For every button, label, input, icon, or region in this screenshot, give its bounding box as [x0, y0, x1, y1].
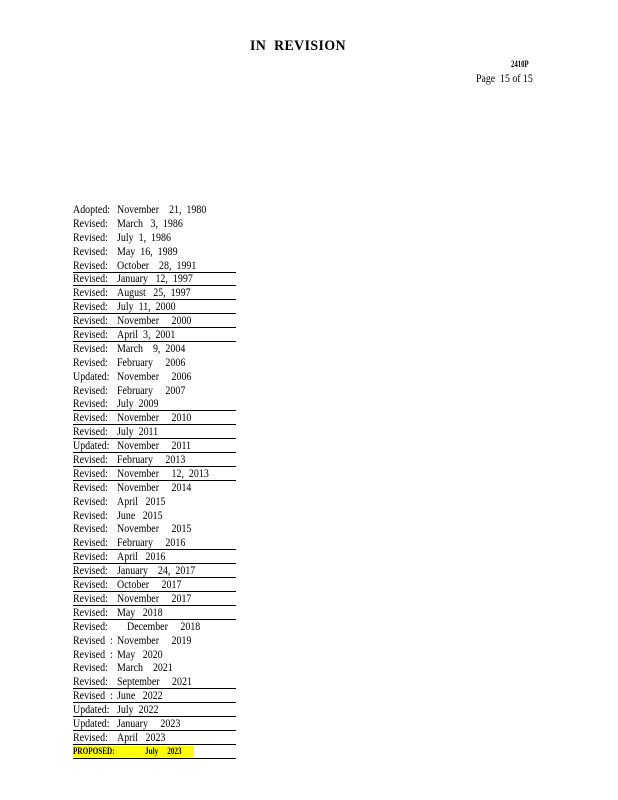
history-date: November 2019 — [117, 632, 192, 647]
history-label: Updated: — [73, 368, 110, 383]
history-label: Updated: — [73, 715, 110, 730]
history-row — [73, 286, 313, 300]
history-date: June 2015 — [117, 507, 163, 522]
history-label: Revised: — [73, 271, 108, 286]
history-row — [73, 467, 313, 481]
history-date: October 28, 1991 — [117, 257, 197, 272]
history-date: June 2022 — [117, 688, 163, 703]
history-label: Revised: — [73, 590, 108, 605]
history-date: July 2011 — [117, 424, 159, 439]
history-label: Revised: — [73, 229, 108, 244]
history-label: Revised: — [73, 285, 108, 300]
history-row — [73, 272, 313, 286]
policy-code: 2410P — [511, 59, 529, 69]
proposed-date: July 2023 — [145, 745, 182, 756]
history-date: November 2015 — [117, 521, 192, 536]
history-row — [73, 217, 313, 231]
history-row — [73, 314, 313, 328]
proposed-row — [73, 745, 313, 759]
history-date: March 3, 1986 — [117, 215, 183, 230]
history-label: Updated: — [73, 702, 110, 717]
history-date: September 2021 — [117, 674, 192, 689]
history-date: April 2015 — [117, 493, 166, 508]
history-row — [73, 481, 313, 495]
history-row — [73, 703, 313, 717]
history-label: Revised: — [73, 243, 108, 258]
history-row — [73, 648, 313, 662]
history-date: March 9, 2004 — [117, 340, 186, 355]
revision-history — [73, 203, 313, 759]
history-date: March 2021 — [117, 660, 173, 675]
history-date: July 11, 2000 — [117, 299, 176, 314]
history-date: May 16, 1989 — [117, 243, 178, 258]
history-label: Revised: — [73, 313, 108, 328]
history-row — [73, 634, 313, 648]
history-date: January 12, 1997 — [117, 271, 193, 286]
history-date: August 25, 1997 — [117, 285, 191, 300]
history-row — [73, 245, 313, 259]
history-row — [73, 717, 313, 731]
history-row — [73, 439, 313, 453]
underline-rule — [73, 758, 236, 759]
history-row — [73, 675, 313, 689]
history-label: Revised: — [73, 479, 108, 494]
history-label: Updated: — [73, 438, 110, 453]
history-date: July 1, 1986 — [117, 229, 171, 244]
history-row — [73, 509, 313, 523]
history-row — [73, 592, 313, 606]
history-row — [73, 397, 313, 411]
history-row — [73, 495, 313, 509]
history-label: Revised: — [73, 729, 108, 744]
history-row — [73, 536, 313, 550]
history-label: Revised: — [73, 327, 108, 342]
history-label: Revised: — [73, 604, 108, 619]
history-row — [73, 300, 313, 314]
history-date: October 2017 — [117, 577, 182, 592]
history-date: November 2011 — [117, 438, 192, 453]
history-label: Revised: — [73, 257, 108, 272]
history-row — [73, 453, 313, 467]
history-date: November 21, 1980 — [117, 202, 207, 216]
history-date: April 2023 — [117, 729, 166, 744]
history-date: December 2018 — [127, 618, 201, 633]
history-date: May 2018 — [117, 604, 163, 619]
history-row — [73, 384, 313, 398]
history-label: Revised: — [73, 215, 108, 230]
history-label: Revised : — [73, 646, 113, 661]
history-date: April 3, 2001 — [117, 327, 176, 342]
history-row — [73, 328, 313, 342]
history-label: Revised: — [73, 396, 108, 411]
history-label: Revised: — [73, 354, 108, 369]
history-row — [73, 578, 313, 592]
history-label: Revised: — [73, 674, 108, 689]
history-date: January 24, 2017 — [117, 563, 196, 578]
history-row — [73, 564, 313, 578]
history-label: Revised: — [73, 535, 108, 550]
history-label: Revised: — [73, 299, 108, 314]
history-row — [73, 425, 313, 439]
history-label: Revised: — [73, 424, 108, 439]
history-row — [73, 411, 313, 425]
history-label: Revised : — [73, 688, 113, 703]
history-row — [73, 203, 313, 217]
history-date: November 2006 — [117, 368, 192, 383]
history-row — [73, 606, 313, 620]
history-date: July 2022 — [117, 702, 159, 717]
history-date: February 2016 — [117, 535, 186, 550]
history-row — [73, 231, 313, 245]
history-label: Revised: — [73, 507, 108, 522]
history-date: November 2014 — [117, 479, 192, 494]
document-status-title: IN REVISION — [250, 38, 347, 54]
history-label: Revised: — [73, 618, 108, 633]
history-date: November 2000 — [117, 313, 192, 328]
history-date: January 2023 — [117, 715, 181, 730]
history-label: Revised: — [73, 382, 108, 397]
history-date: November 12, 2013 — [117, 465, 209, 480]
history-row — [73, 731, 313, 745]
history-date: February 2007 — [117, 382, 186, 397]
history-date: April 2016 — [117, 549, 166, 564]
history-date: November 2010 — [117, 410, 192, 425]
history-date: May 2020 — [117, 646, 163, 661]
history-label: Adopted: — [73, 202, 111, 216]
history-label: Revised : — [73, 632, 113, 647]
history-date: February 2006 — [117, 354, 186, 369]
history-label: Revised: — [73, 660, 108, 675]
history-label: Revised: — [73, 465, 108, 480]
history-row — [73, 259, 313, 273]
history-row — [73, 620, 313, 634]
history-label: Revised: — [73, 563, 108, 578]
history-label: Revised: — [73, 549, 108, 564]
proposed-label: PROPOSED: — [73, 745, 115, 756]
history-label: Revised: — [73, 521, 108, 536]
history-row — [73, 689, 313, 703]
history-label: Revised: — [73, 340, 108, 355]
history-label: Revised: — [73, 410, 108, 425]
history-date: November 2017 — [117, 590, 192, 605]
history-row — [73, 342, 313, 356]
history-label: Revised: — [73, 452, 108, 467]
history-label: Revised: — [73, 493, 108, 508]
history-row — [73, 661, 313, 675]
history-date: July 2009 — [117, 396, 159, 411]
history-date: February 2013 — [117, 452, 186, 467]
history-row — [73, 370, 313, 384]
page-number: Page 15 of 15 — [476, 71, 533, 85]
history-row — [73, 522, 313, 536]
history-row — [73, 550, 313, 564]
history-row — [73, 356, 313, 370]
history-label: Revised: — [73, 577, 108, 592]
